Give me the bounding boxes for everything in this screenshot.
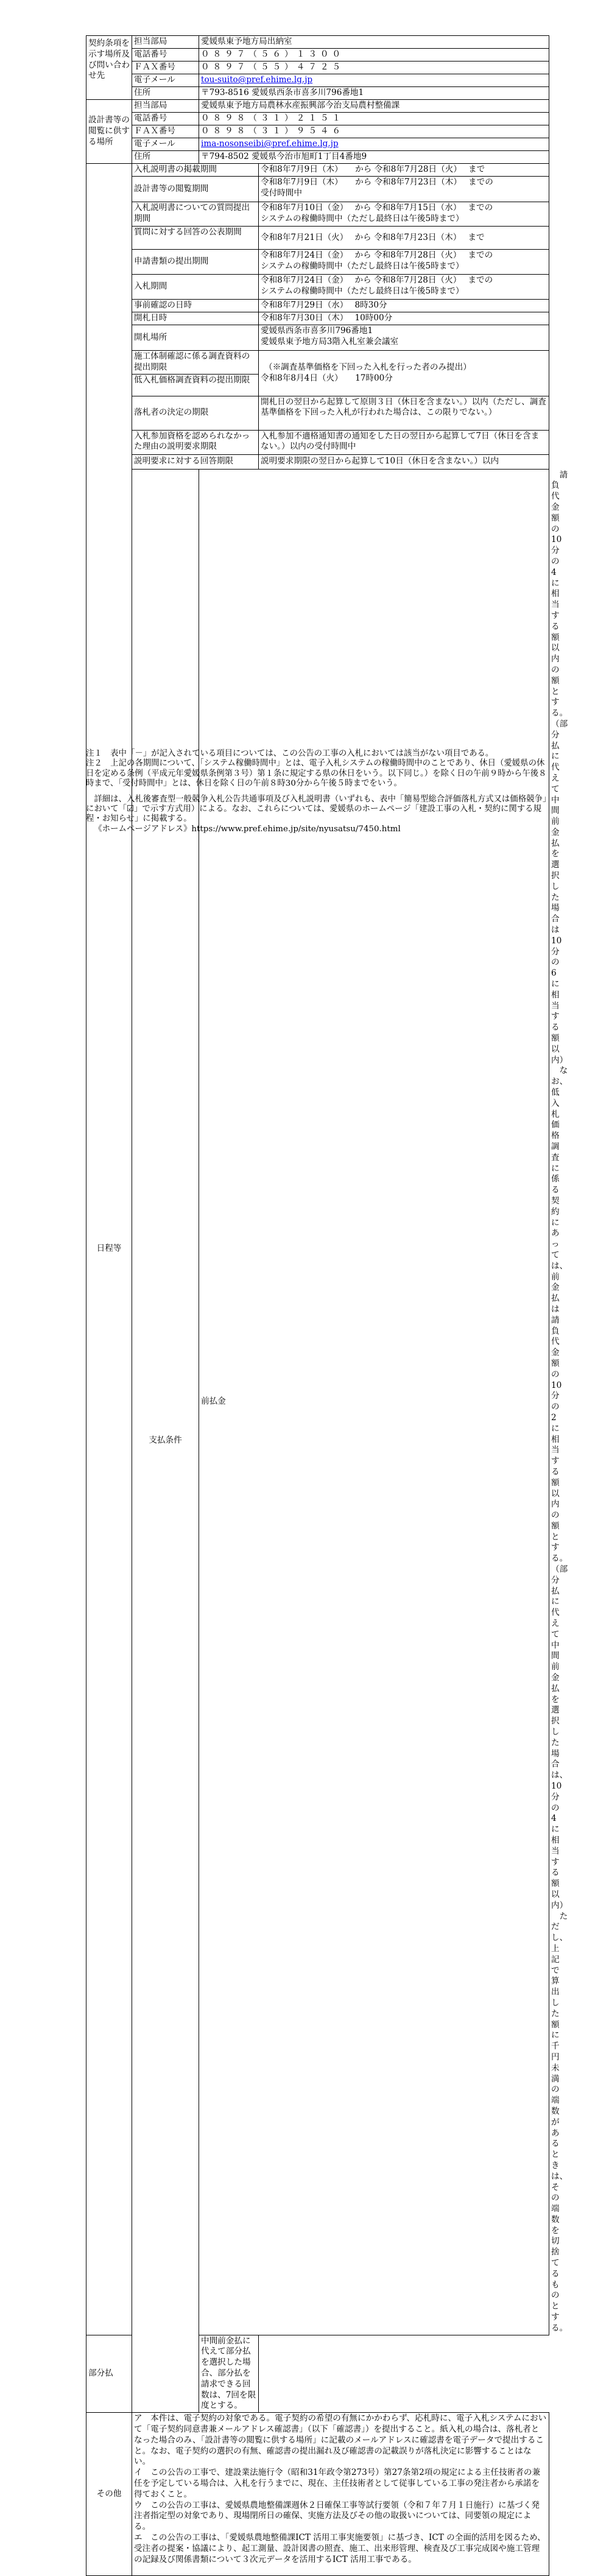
schedule-value-sub: システムの稼働時間中（ただし最終日は午後5時まで） xyxy=(261,261,464,271)
schedule-value-sub: 受付時間中 xyxy=(261,188,302,198)
survey-deadline-cell xyxy=(259,351,549,396)
homepage-url[interactable]: 《ホームページアドレス》https://www.pref.ehime.jp/site/nyusatsu/7450.html xyxy=(94,824,401,834)
design-phone: ０８９８（３１）２１５１ xyxy=(199,113,549,125)
design-label: 電話番号 xyxy=(132,113,199,125)
notes-section xyxy=(86,749,549,834)
design-label: 電子メール xyxy=(132,138,199,151)
award-text: 開札日の翌日から起算して原則３日（休日を含まない。）以内（ただし、調査基準価格を下回った入札が行われた場合は、この限りでない。） xyxy=(259,396,549,430)
schedule-label: 事前確認の日時 xyxy=(132,300,259,312)
design-value: 愛媛県東予地方局農林水産振興部今治支局農村整備課 xyxy=(199,100,549,113)
schedule-value: 令和8年7月21日（火） から 令和8年7月23日（木） まで xyxy=(259,227,549,250)
contract-phone: ０８９７（５６）１３００ xyxy=(199,49,549,62)
schedule-value: 令和8年7月9日（木） から 令和8年7月28日（火） まで xyxy=(259,164,549,177)
reason-text: 入札参加不適格通知書の通知をした日の翌日から起算して7日（休日を含まない。）以内の受付時間中 xyxy=(259,430,549,454)
reason-label: 入札参加資格を認められなかった理由の説明要求期限 xyxy=(132,430,259,454)
detail-paragraph: 詳細は、入札後審査型一般競争入札公告共通事項及び入札説明書（いずれも、表中「簡易型総合評価落札方式又は価格競争」において「☑」で示す方式用）による。なお、これらについては、愛媛県のホームページ「建設工事の入札・契約に関する規程・お知らせ」に掲載する。 xyxy=(86,794,547,824)
schedule-value: 令和8年7月10日（金） から 令和8年7月15日（水） までの xyxy=(261,203,493,213)
schedule-header: 日程等 xyxy=(86,164,132,2335)
survey-label-2: 低入札価格調査資料の提出期限 xyxy=(132,374,259,396)
contract-label: 住所 xyxy=(132,87,199,100)
schedule-value: 令和8年7月24日（金） から 令和8年7月28日（火） までの xyxy=(261,275,493,285)
design-header: 設計書等の閲覧に供する場所 xyxy=(86,100,132,164)
award-label: 落札者の決定の期限 xyxy=(132,396,259,430)
design-email-link[interactable]: ima-nosonseibi@pref.ehime.lg.jp xyxy=(201,139,339,149)
schedule-label: 質問に対する回答の公表期間 xyxy=(132,227,259,250)
schedule-label: 開札日時 xyxy=(132,312,259,325)
schedule-label: 申請書類の提出期間 xyxy=(132,250,259,275)
schedule-label: 入札期間 xyxy=(132,275,259,300)
contract-label: ＦＡＸ番号 xyxy=(132,62,199,74)
design-fax: ０８９８（３１）９５４６ xyxy=(199,125,549,138)
other-cell xyxy=(132,2413,549,2576)
contract-header: 契約条項を示す場所及び問い合わせ先 xyxy=(86,36,132,100)
note-1: 注１ 表中「－」が記入されている項目については、この公告の工事の入札においては該当がない項目である。 xyxy=(86,749,494,758)
other-item-i: イ この公告の工事で、建設業法施行令（昭和31年政令第273号）第27条第2項の規定による主任技術者の兼任を予定している場合は、入札を行うまでに、現在、主任技術者として従事している工事の発注者から承諾を得ておくこと。 xyxy=(134,2468,541,2499)
answer-label: 説明要求に対する回答期限 xyxy=(132,454,259,469)
partial-label: 部分払 xyxy=(86,2335,199,2413)
schedule-value: 令和8年7月24日（金） から 令和8年7月28日（火） までの xyxy=(261,250,493,260)
contract-value: 愛媛県東予地方局出納室 xyxy=(199,36,549,49)
schedule-value: 令和8年7月9日（木） から 令和8年7月23日（木） までの xyxy=(261,177,493,187)
contract-email-link[interactable]: tou-suito@pref.ehime.lg.jp xyxy=(201,75,313,85)
note-2: 注２ 上記の各期間について、「システム稼働時間中」とは、電子入札システムの稼働時間中のことであり、休日（愛媛県の休日を定める条例（平成元年愛媛県条例第３号）第１条に規定する県の休日をいう。以下同じ。）を除く日の午前９時から午後８時まで、「受付時間中」とは、休日を除く日の午前８時30分から午後５時までをいう。 xyxy=(86,759,547,789)
other-item-a: ア 本件は、電子契約の対象である。電子契約の希望の有無にかかわらず、応札時に、電子入札システムにおいて「電子契約同意書兼メールアドレス確認書」（以下「確認書」）を提出すること。紙入札の場合は、落札者となった場合のみ、「設計書等の閲覧に供する場所」に記載のメールアドレスに確認書を電子データで提出すること。なお、電子契約の選択の有無、確認書の提出漏れ及び確認書の記載誤りが落札決定に影響することはない。 xyxy=(134,2413,547,2467)
schedule-value-sub: 愛媛県東予地方局3階入札室兼会議室 xyxy=(261,336,399,347)
other-item-u: ウ この公告の工事は、愛媛県農地整備課週休２日確保工事等試行要領（令和７年７月１日施行）に基づく発注者指定型の対象であり、現場閉所日の確保、実施方法及びその他の取扱いについては、同要領の規定による。 xyxy=(134,2500,540,2532)
survey-label-1: 施工体制確認に係る調査資料の提出期限 xyxy=(132,351,259,375)
schedule-label: 入札説明書についての質問提出期間 xyxy=(132,202,259,227)
contract-fax: ０８９７（５５）４７２５ xyxy=(199,62,549,74)
schedule-label: 入札説明書の掲載期間 xyxy=(132,164,259,177)
contract-label: 担当部局 xyxy=(132,36,199,49)
advance-label: 前払金 xyxy=(199,469,549,2335)
survey-note: （※調査基準価格を下回った入札を行った者のみ提出） xyxy=(264,362,471,372)
other-item-e: エ この公告の工事は、「愛媛県農地整備課ICT 活用工事実施要領」に基づき、ICT の全面的活用を図るため、受注者の提案・協議により、起工測量、設計図書の照査、施工、出来形管理、検査及び工事完成図や施工管理の記録及び関係書類について３次元データを活用するICT 活用工事である。 xyxy=(134,2533,546,2564)
schedule-value: 令和8年7月29日（水） 8時30分 xyxy=(259,300,549,312)
contract-address: 〒793-8516 愛媛県西条市喜多川796番地1 xyxy=(199,87,549,100)
contract-label: 電話番号 xyxy=(132,49,199,62)
announcement-table: 契約条項を示す場所及び問い合わせ先 担当部局 愛媛県東予地方局出納室 電話番号 ０８９７（５６）１３００ ＦＡＸ番号 ０８９７（５５）４７２５ 電子メール tou-suito@pref.ehime.lg.jp 住所 〒793-8516 愛媛県西条市喜多川796番地1 設計書等の閲覧に供する場所 担当部局 愛媛県東予地方局農林水産振興部今治支局農村整備課 電話番号 ０８９８（３１）２１５１ ＦＡＸ番号 ０８９８（３１）９５４６ 電子メール ima-nosonseibi@pref.ehime.lg.jp 住所 〒794-8502 愛媛県今治市旭町1丁目4番地9 日程等 入札説明書の掲載期間 令和8年7月9日（木） から 令和8年7月28日（火） まで 設計書等の閲覧期間 令和8年7月9日（木） から 令和8年7月23日（木） までの 受付時間中 入札説明書についての質問提出期間 令和8年7月10日（金） から 令和8年7月15日（水） までの システムの稼働時間中（ただし最終日は午後5時まで） 質問に対する回答の公表期間 令和8年7月21日（火） から 令和8年7月23日（木） まで 申請書類の提出期間 令和8年7月24日（金） から 令和8年7月28日（火） までの システムの稼働時間中（ただし最終日は午後5時まで） 入札期間 令和8年7月24日（金） から 令和8年7月28日（火） までの システムの稼働時間中（ただし最終日は午後5時まで） 事前確認の日時 令和8年7月29日（水） 8時30分 開札日時 令和8年7月30日（木） 10時00分 開札場所 愛媛県西条市喜多川796番地1 愛媛県東予地方局3階入札室兼会議室 施工体制確認に係る調査資料の提出期限 （※調査基準価格を下回った入札を行った者のみ提出） 令和8年8月4日（火） 17時00分 低入札価格調査資料の提出期限 落札者の決定の期限 開札日の翌日から起算して原則３日（休日を含まない。）以内（ただし、調査基準価格を下回った入札が行われた場合は、この限りでない。） 入札参加資格を認められなかった理由の説明要求期限 入札参加不適格通知書の通知をした日の翌日から起算して7日（休日を含まない。）以内の受付時間中 説明要求に対する回答期限 説明要求期限の翌日から起算して10日（休日を含まない。）以内 支払条件 前払金 請負代金額の10分の4に相当する額以内の額とする。（部分払に代えて中間前金払を選択した場合は10分の6に相当する額以内） なお、低入札価格調査に係る契約にあっては、前金払は請負代金額の10分の2に相当する額以内の額とする。（部分払に代えて中間前金払を選択した場合は、10分の4に相当する額以内） ただし、上記で算出した額に千円未満の端数があるときは、その端数を切捨てるものとする。 部分払 中間前金払に代えて部分払を選択した場合、部分払を請求できる回数は、7回を限度とする。 その他 ア 本件は、電子契約の対象である。電子契約の希望の有無にかかわらず、応札時に、電子入札システムにおいて「電子契約同意書兼メールアドレス確認書」（以下「確認書」）を提出すること。紙入札の場合は、落札者となった場合のみ、「設計書等の閲覧に供する場所」に記載のメールアドレスに確認書を電子データで提出すること。なお、電子契約の選択の有無、確認書の提出漏れ及び確認書の記載誤りが落札決定に影響することはない。 イ この公告の工事で、建設業法施行令（昭和31年政令第273号）第27条第2項の規定による主任技術者の兼任を予定している場合は、入札を行うまでに、現在、主任技術者として従事している工事の発注者から承諾を得ておくこと。 ウ この公告の工事は、愛媛県農地整備課週休２日確保工事等試行要領（令和７年７月１日施行）に基づく発注者指定型の対象であり、現場閉所日の確保、実施方法及びその他の取扱いについては、同要領の規定による。 エ この公告の工事は、「愛媛県農地整備課ICT 活用工事実施要領」に基づき、ICT の全面的活用を図るため、受注者の提案・協議により、起工測量、設計図書の照査、施工、出来形管理、検査及び工事完成図や施工管理の記録及び関係書類について３次元データを活用するICT 活用工事である。 xyxy=(86,35,549,2576)
payment-header: 支払条件 xyxy=(132,469,199,2413)
design-label: 住所 xyxy=(132,151,199,164)
schedule-value: 令和8年7月30日（木） 10時00分 xyxy=(259,312,549,325)
schedule-label: 開札場所 xyxy=(132,325,259,351)
design-label: 担当部局 xyxy=(132,100,199,113)
survey-deadline: 令和8年8月4日（火） 17時00分 xyxy=(261,373,393,383)
announcement-table-wrapper xyxy=(86,35,568,2576)
partial-text: 中間前金払に代えて部分払を選択した場合、部分払を請求できる回数は、7回を限度とする。 xyxy=(199,2335,259,2413)
design-address: 〒794-8502 愛媛県今治市旭町1丁目4番地9 xyxy=(199,151,549,164)
other-header: その他 xyxy=(86,2413,132,2576)
contract-label: 電子メール xyxy=(132,74,199,87)
design-label: ＦＡＸ番号 xyxy=(132,125,199,138)
schedule-label: 設計書等の閲覧期間 xyxy=(132,177,259,202)
schedule-value: 愛媛県西条市喜多川796番地1 xyxy=(261,326,373,336)
schedule-value-sub: システムの稼働時間中（ただし最終日は午後5時まで） xyxy=(261,213,464,223)
answer-text: 説明要求期限の翌日から起算して10日（休日を含まない。）以内 xyxy=(259,454,549,469)
schedule-value-sub: システムの稼働時間中（ただし最終日は午後5時まで） xyxy=(261,286,464,296)
